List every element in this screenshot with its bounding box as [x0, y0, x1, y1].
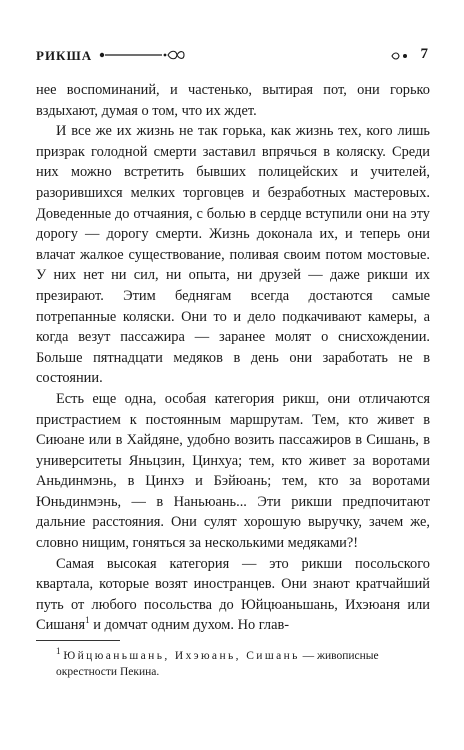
- running-header: [36, 46, 428, 66]
- footnote-divider: [36, 640, 120, 641]
- footnote-marker: 1: [56, 646, 61, 657]
- running-title: РИКША: [36, 48, 93, 63]
- main-text: [36, 80, 430, 636]
- paragraph-tail: и домчат одним духом. Но глав-: [89, 617, 290, 634]
- footnote-description: — живописные окрестности Пекина.: [56, 650, 379, 678]
- paragraph: И все же их жизнь не так горька, как жизнь тех, кого лишь призрак голодной смерти заставил впрячься в коляску. Среди них можно встретить бывших полицейских и учителей, разорившихся мелких торговцев и безработных мастеровых. Доведенные до отчаяния, с болью в сердце вступили они на эту дорогу — дорогу смерти. Жизнь доконала их, и теперь они влачат жалкое существование, поливая своим потом мостовые. У них нет ни сил, ни опыта, ни друзей — даже рикши их презирают. Этим беднягам всегда достаются самые потрепанные коляски. Они то и дело подкачивают камеры, а когда везут пассажира — заранее молят о снисхождении. Больше пятнадцати медяков в день они заработать не в состоянии.: [36, 123, 430, 387]
- footnote-reference: 1: [85, 615, 90, 626]
- page-number: 7: [420, 46, 428, 62]
- paragraph-text: Самая высокая категория — это рикши посольского квартала, которые возят иностранцев. Они знают кратчайший путь от любого посольства до Юйцюаньшань, Ихэюаня или Сишаня: [36, 555, 430, 634]
- paragraph-last: [36, 554, 430, 636]
- paragraph-continued: нее воспоминаний, и частенько, вытирая пот, они горько вздыхают, думая о том, что их ждет.: [36, 82, 430, 119]
- footnote-terms: Юйцюаньшань, Ихэюань, Сишань: [63, 650, 300, 662]
- footnote: [36, 648, 430, 680]
- ornament-left-icon: [98, 49, 186, 61]
- ornament-right-icon: [390, 51, 410, 61]
- footnote-text: [36, 648, 430, 680]
- paragraph: Есть еще одна, особая категория рикш, они отличаются пристрастием к постоянным маршрутам. Тем, кто живет в Сиюане или в Хайдяне, удобно возить пассажиров в Сишань, в университеты Яньцзин, Цинхуа; тем, кто живет за воротами Аньдинмэнь, в Цинхэ и Бэйюань; тем, кто за воротами Юньдинмэнь, — в Наньюань... Эти рикши предпочитают дальние расстояния. Они сулят хорошую выручку, зачем же, словно нищим, гоняться за несколькими медяками?!: [36, 390, 430, 552]
